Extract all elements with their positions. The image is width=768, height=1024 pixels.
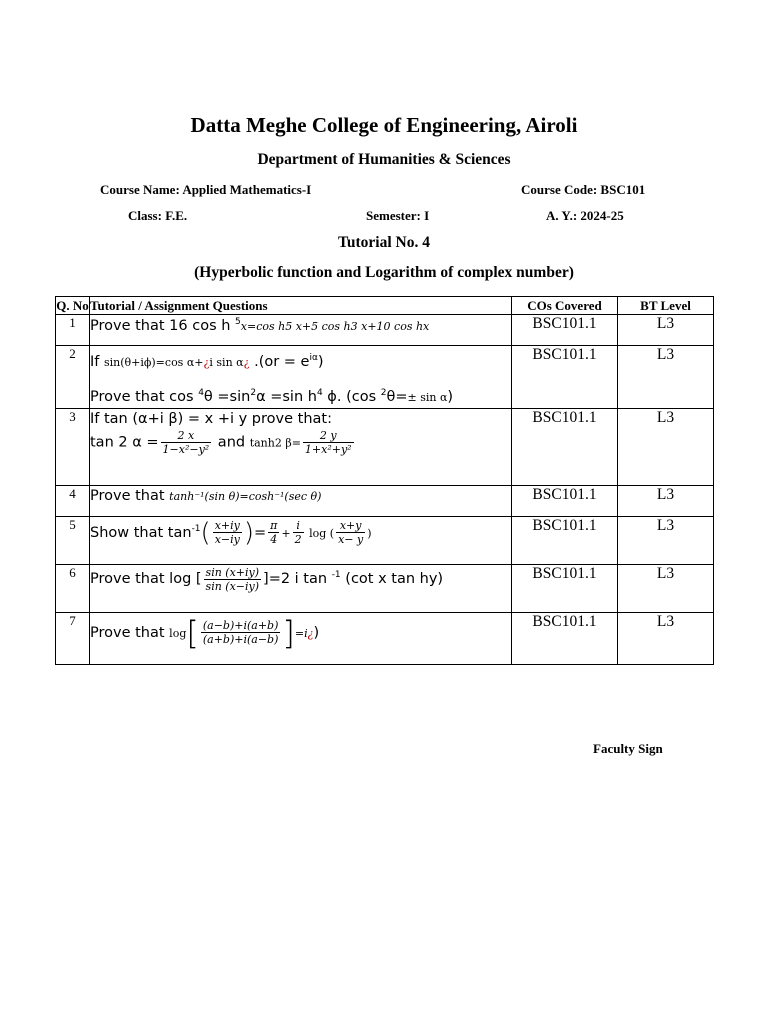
- co-cell: BSC101.1: [512, 612, 618, 664]
- row-number: 1: [56, 315, 90, 346]
- co-cell: BSC101.1: [512, 564, 618, 612]
- header-question: Tutorial / Assignment Questions: [90, 297, 512, 315]
- question-cell: [90, 516, 512, 564]
- paren-close: ): [243, 517, 255, 548]
- table-row: [56, 564, 714, 612]
- course-name: Course Name: Applied Mathematics-I: [100, 182, 312, 197]
- question-cell: [90, 612, 512, 664]
- bt-cell: L3: [618, 408, 714, 485]
- co-cell: BSC101.1: [512, 346, 618, 409]
- paren-open: (: [200, 517, 211, 548]
- bt-cell: L3: [618, 564, 714, 612]
- co-cell: BSC101.1: [512, 485, 618, 516]
- question-text: α =sin h: [256, 388, 317, 405]
- table-row: [56, 315, 714, 346]
- row-number: 6: [56, 564, 90, 612]
- math-symbol: ¿: [203, 355, 210, 369]
- exponent: iα: [309, 353, 318, 363]
- row-number: 7: [56, 612, 90, 664]
- math-expression: log: [169, 626, 187, 640]
- department-title: Department of Humanities & Sciences: [257, 151, 511, 168]
- question-text: θ=: [386, 388, 408, 405]
- question-text: ): [447, 388, 454, 405]
- course-code: Course Code: BSC101: [521, 182, 646, 197]
- question-text: Prove that cos: [90, 388, 199, 405]
- question-text: and: [213, 434, 250, 451]
- exponent: 2: [380, 387, 387, 398]
- fraction: $\frac{2 y}{\text{1+x²+y²}}$: [304, 428, 352, 456]
- question-text: Prove that: [90, 487, 170, 504]
- header-qno: Q. No: [56, 298, 89, 313]
- row-number: 3: [56, 408, 90, 485]
- exponent: 4: [316, 387, 323, 398]
- exponent: 2: [250, 387, 257, 398]
- bt-cell: L3: [618, 516, 714, 564]
- semester-label: Semester: I: [366, 208, 430, 223]
- bracket-open: [: [186, 613, 199, 652]
- table-row: [56, 408, 714, 485]
- math-symbol: ¿: [243, 355, 250, 369]
- exponent: 5: [235, 317, 241, 327]
- co-cell: BSC101.1: [512, 315, 618, 346]
- fraction: $\frac{\sin (x+iy)}{\sin (x-iy)}$: [205, 565, 260, 593]
- question-text: Prove that 16 cos h: [90, 317, 236, 334]
- fraction: $\frac{i}{2}$: [294, 519, 302, 547]
- question-text: ϕ. (cos: [322, 388, 381, 405]
- question-text: If tan (α+i β) = x +i y prove that:: [90, 410, 332, 427]
- question-cell: [90, 485, 512, 516]
- question-text: .(or = e: [249, 353, 310, 370]
- question-text: ): [313, 624, 320, 641]
- question-text: Prove that: [90, 624, 170, 641]
- co-cell: BSC101.1: [512, 516, 618, 564]
- fraction: $\frac{\pi}{4}$: [270, 519, 278, 547]
- co-cell: BSC101.1: [512, 408, 618, 485]
- bt-cell: L3: [618, 485, 714, 516]
- table-row: [56, 516, 714, 564]
- exponent: 4: [198, 387, 204, 398]
- row-number: 5: [56, 516, 90, 564]
- math-expression: ± sin α: [407, 390, 448, 404]
- question-text: =: [254, 524, 267, 541]
- math-expression: sin(θ+iϕ)=cos α+: [104, 355, 204, 369]
- question-text: tan 2 α =: [90, 434, 159, 451]
- faculty-sign: Faculty Sign: [593, 741, 663, 756]
- tutorial-number: Tutorial No. 4: [337, 234, 430, 251]
- question-cell: [90, 564, 512, 612]
- question-text: (cot x tan hy): [340, 571, 444, 588]
- bt-cell: L3: [618, 612, 714, 664]
- question-cell: [90, 346, 512, 409]
- row-number: 2: [56, 346, 90, 409]
- table-row: [56, 612, 714, 664]
- bracket-close: ]: [282, 613, 295, 652]
- row-number: 4: [56, 485, 90, 516]
- exponent: -1: [191, 523, 201, 534]
- tutorial-topic: (Hyperbolic function and Logarithm of complex number): [194, 264, 574, 281]
- table-row: [56, 346, 714, 409]
- question-text: ): [317, 353, 324, 370]
- question-text: Prove that log [: [90, 571, 202, 588]
- question-cell: [90, 408, 512, 485]
- math-symbol: ¿: [307, 626, 314, 640]
- question-text: θ =sin: [203, 388, 251, 405]
- bt-cell: L3: [618, 346, 714, 409]
- question-cell: [90, 315, 512, 346]
- fraction: $\frac{x+iy}{x-iy}$: [214, 519, 240, 547]
- fraction: $\frac{2 x}{\text{1−x²−y²}}$: [162, 428, 210, 456]
- table-row: [56, 485, 714, 516]
- question-text: If: [90, 353, 104, 370]
- math-expression: tanh2 β=: [249, 436, 301, 450]
- question-text: ]=2 i tan: [263, 571, 332, 588]
- math-expression: x=cos h5 x+5 cos h3 x+10 cos hx: [240, 319, 430, 333]
- header-bt: BT Level: [618, 297, 714, 315]
- question-text: Show that tan: [90, 524, 192, 541]
- math-symbol: +: [281, 526, 291, 540]
- math-expression: log (: [305, 526, 335, 540]
- class-label: Class: F.E.: [128, 208, 188, 223]
- math-symbol: ): [367, 526, 372, 540]
- fraction: $\frac{x+y}{x- y}$: [338, 519, 364, 547]
- math-expression: i sin α: [209, 355, 244, 369]
- math-expression: tanh⁻¹(sin θ)=cosh⁻¹(sec θ): [169, 489, 322, 503]
- table-header-row: [56, 297, 714, 315]
- bt-cell: L3: [618, 315, 714, 346]
- header-cos: COs Covered: [512, 297, 618, 315]
- college-title: Datta Meghe College of Engineering, Airoli: [190, 113, 578, 137]
- academic-year: A. Y.: 2024-25: [546, 208, 624, 223]
- questions-table: [55, 296, 714, 665]
- exponent: -1: [331, 570, 341, 581]
- fraction: $\frac{(a-b)+i(a+b)}{(a+b)+i(a-b)}$: [202, 619, 279, 647]
- math-expression: =i: [294, 626, 308, 640]
